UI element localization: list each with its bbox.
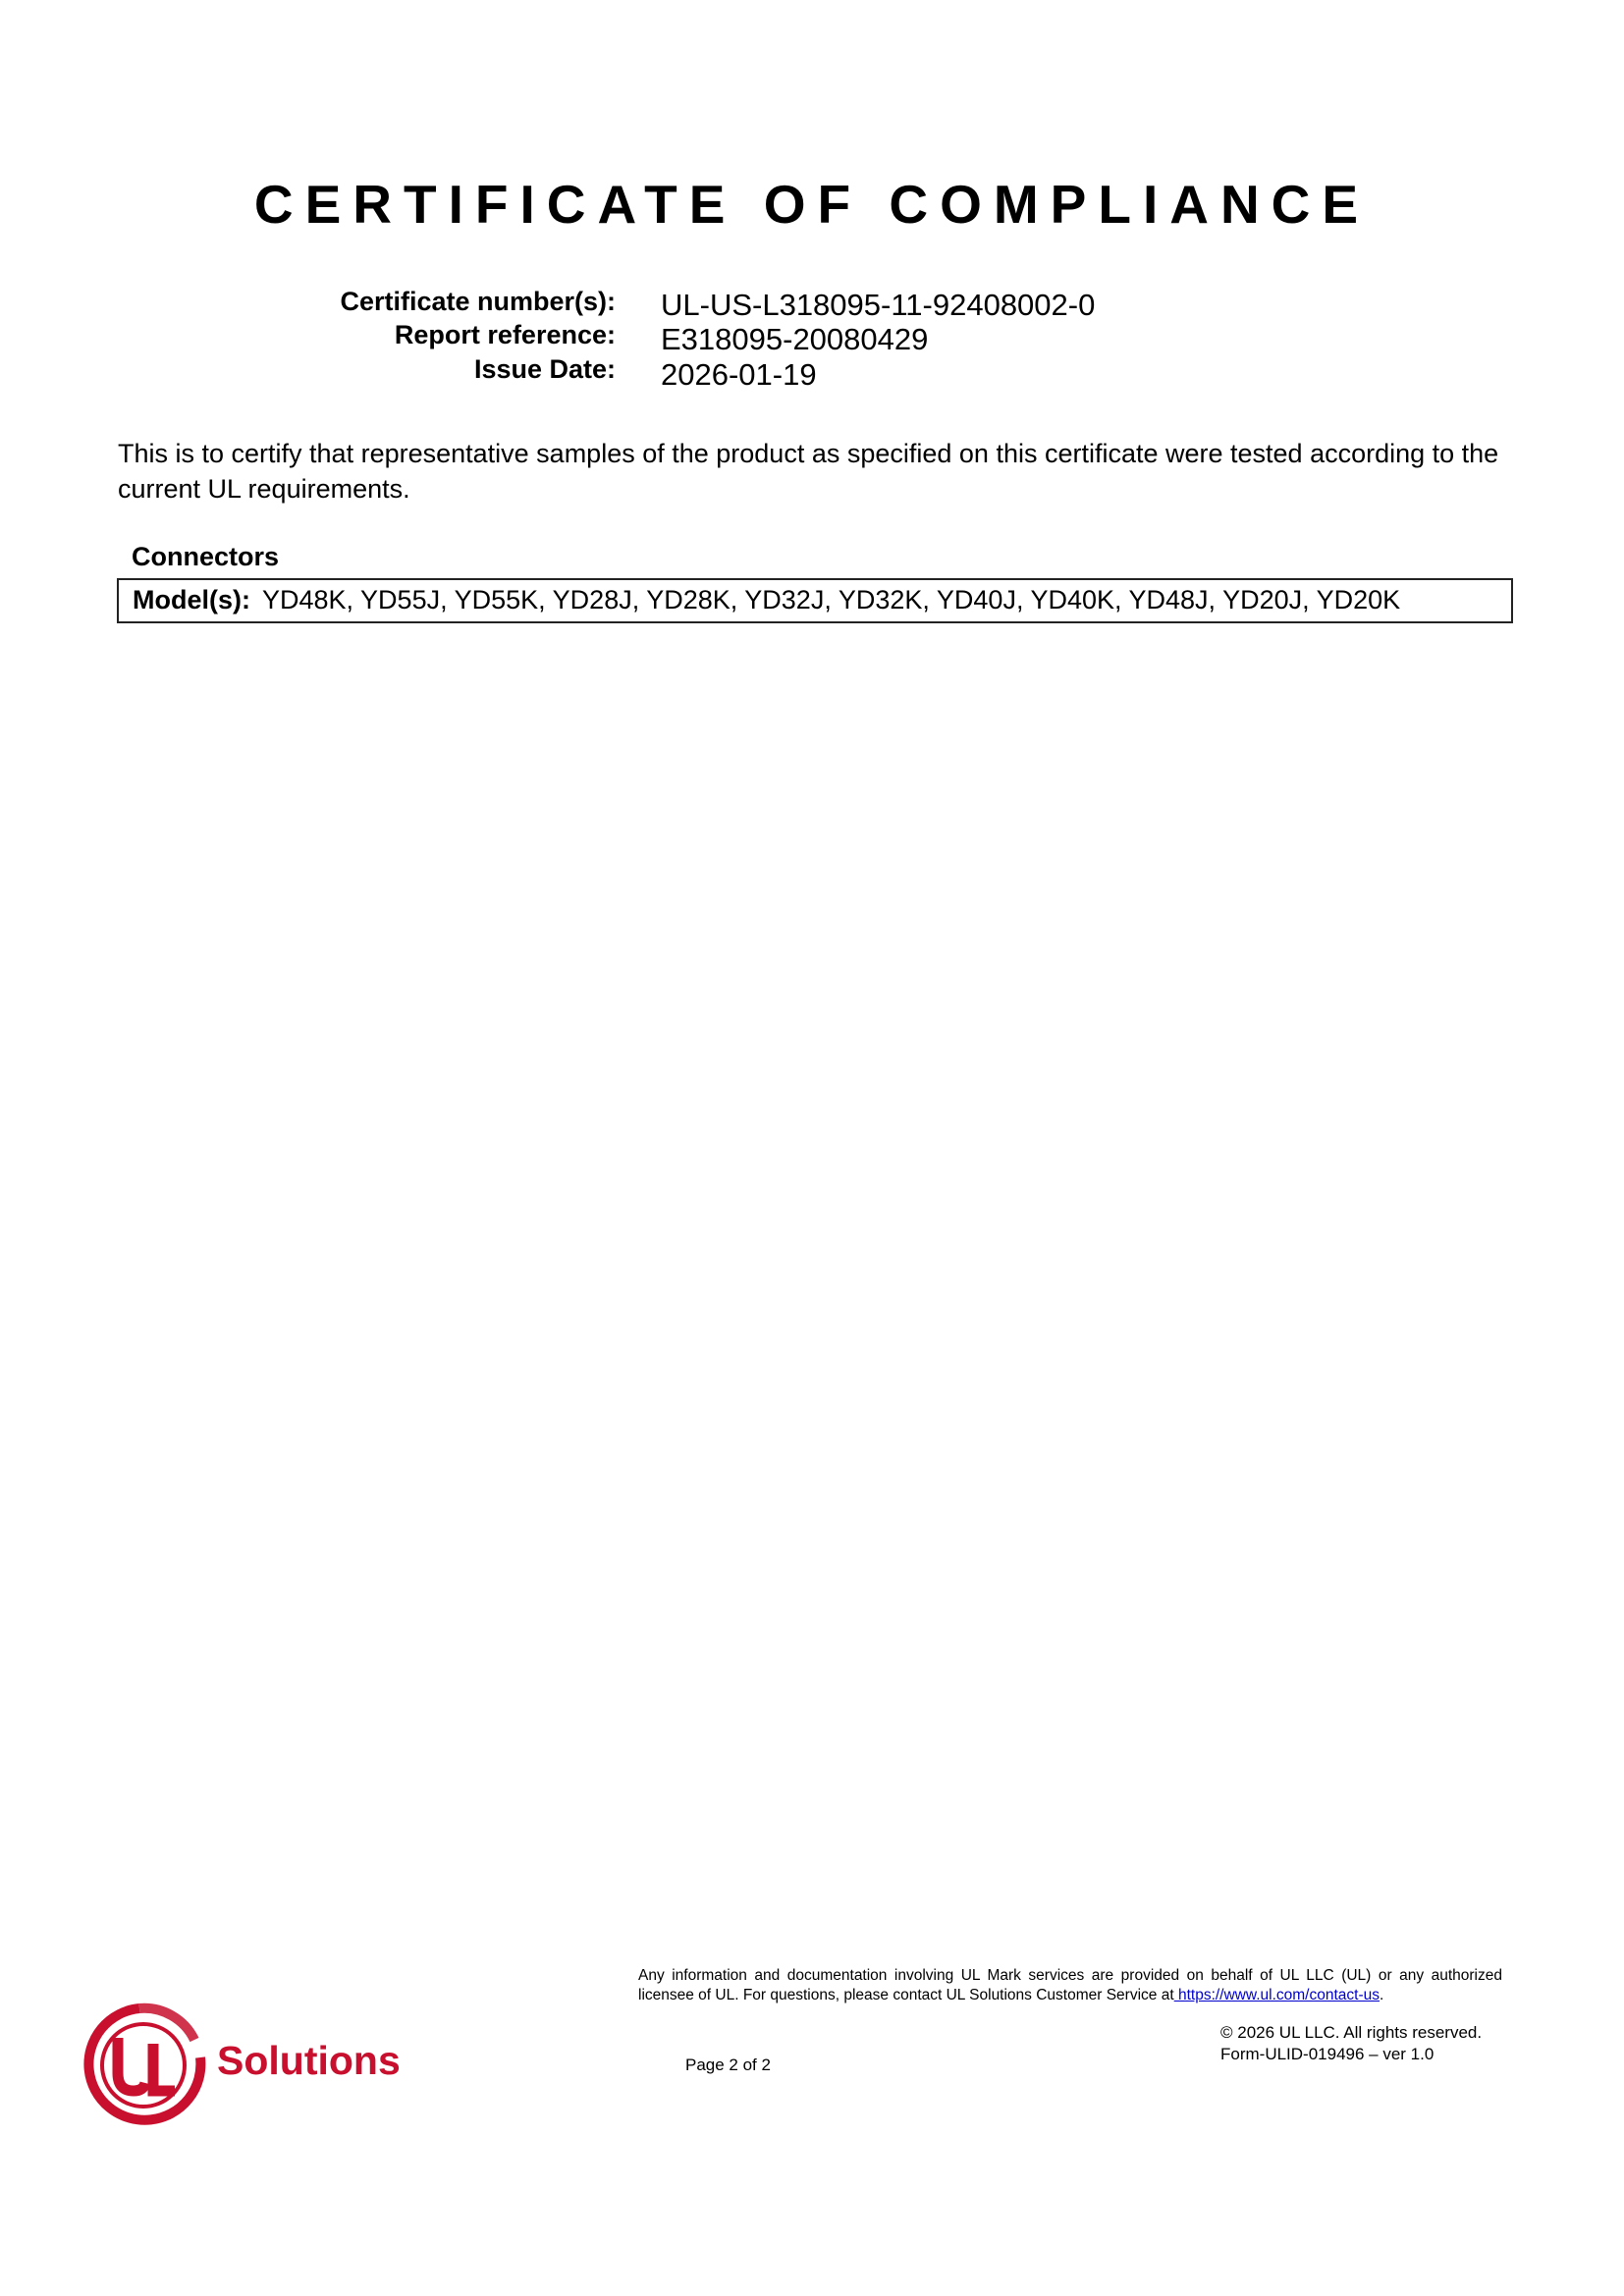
ul-logo-icon — [79, 2001, 216, 2128]
report-reference-row — [0, 318, 1624, 357]
models-value: YD48K, YD55J, YD55K, YD28J, YD28K, YD32J, YD32K, YD40J, YD40K, YD48J, YD20J, YD20K — [261, 585, 1401, 614]
certificate-number-value: UL-US-L318095-11-92408002-0 — [661, 288, 1096, 322]
product-category-heading: Connectors — [132, 542, 280, 571]
form-id: Form-ULID-019496 – ver 1.0 — [1220, 2045, 1435, 2063]
logo-wordmark: Solutions — [217, 2038, 401, 2083]
certificate-title: CERTIFICATE OF COMPLIANCE — [253, 174, 1371, 235]
certificate-number-label: Certificate number(s): — [340, 287, 616, 316]
copyright-text: © 2026 UL LLC. All rights reserved. — [1220, 2023, 1483, 2042]
issue-date-value: 2026-01-19 — [661, 357, 817, 392]
report-reference-label: Report reference: — [394, 320, 616, 349]
footer-copyright-block — [1220, 2022, 1482, 2065]
models-label: Model(s): — [133, 585, 250, 614]
disclaimer-end: . — [1379, 1987, 1384, 2003]
issue-date-row — [0, 352, 1624, 392]
contact-us-link[interactable]: https://www.ul.com/contact-us — [1173, 1987, 1380, 2003]
certification-statement: This is to certify that representative samples of the product as specified on this certificate were tested according to the current UL requirements. — [118, 439, 1499, 504]
footer-disclaimer — [638, 1966, 1502, 2005]
ul-solutions-logo — [79, 2001, 401, 2128]
models-table — [117, 578, 1513, 623]
disclaimer-text: Any information and documentation involving UL Mark services are provided on behalf of UL LLC (UL) or any authorized licensee of UL. For questions, please contact UL Solutions Customer Service at — [638, 1967, 1502, 2003]
report-reference-value: E318095-20080429 — [661, 322, 929, 356]
page-number: Page 2 of 2 — [685, 2056, 771, 2074]
issue-date-label: Issue Date: — [473, 354, 616, 384]
